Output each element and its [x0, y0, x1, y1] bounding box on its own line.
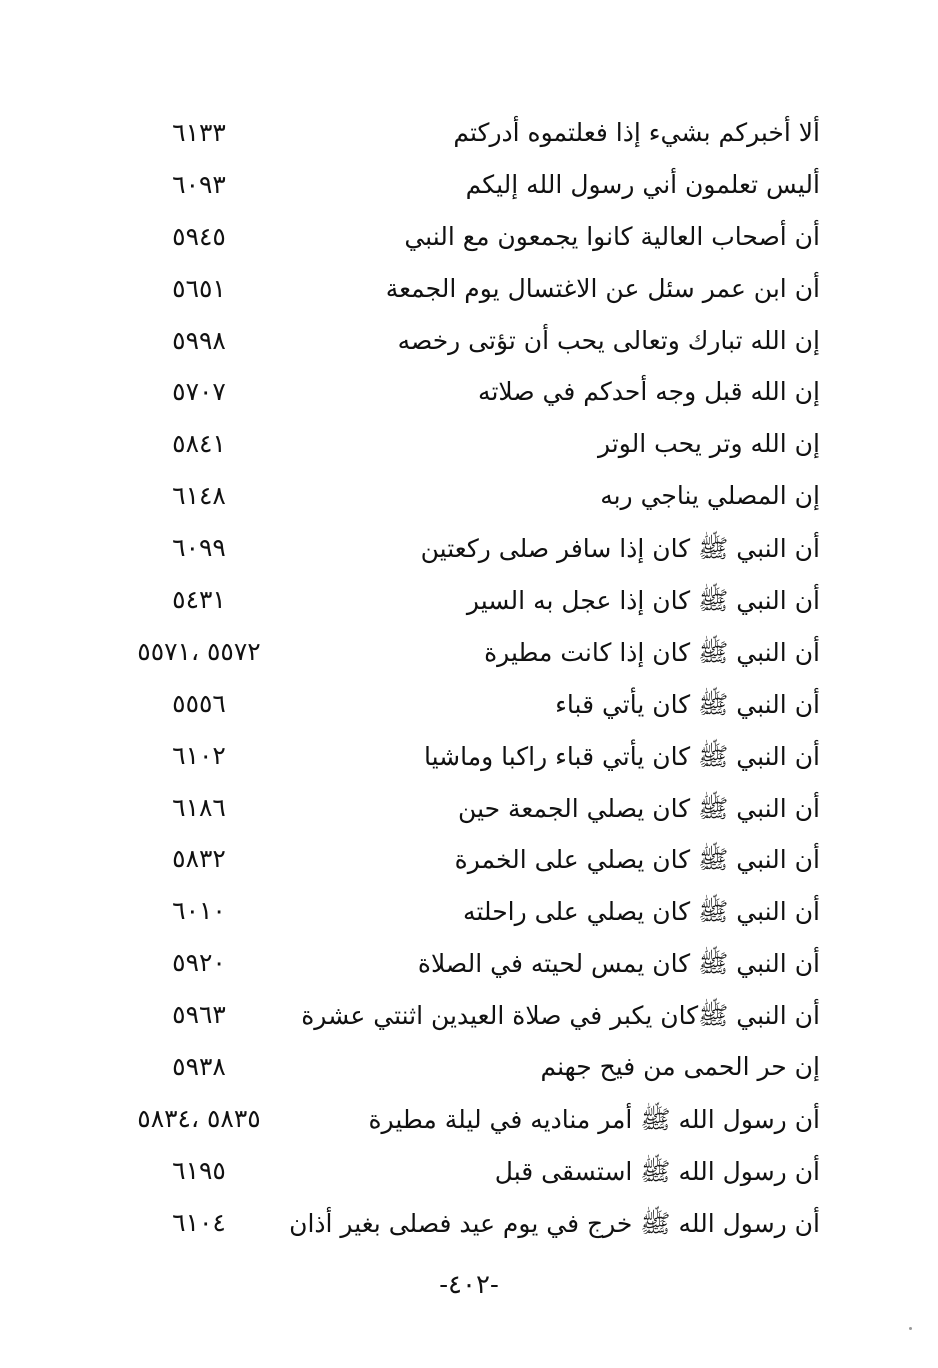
- entry-text: أن أصحاب العالية كانوا يجمعون مع النبي: [404, 221, 820, 251]
- entry-text: أن النبي ﷺ كان يصلي على راحلته: [462, 897, 820, 927]
- index-entry: [0, 266, 938, 318]
- entry-reference: ٥٨٣٢: [172, 844, 226, 874]
- entry-text: أن النبي ﷺ كان إذا عجل به السير: [466, 586, 820, 616]
- index-entry: [0, 110, 938, 162]
- index-entry: [0, 473, 938, 525]
- entry-reference: ٥٩٦٣: [172, 1000, 226, 1030]
- index-entry: [0, 1200, 938, 1252]
- index-entry: [0, 318, 938, 370]
- entry-reference: ٦١٠٤: [172, 1207, 226, 1237]
- index-entry: [0, 733, 938, 785]
- entry-reference: ٦٠١٠: [172, 896, 226, 926]
- index-entry: [0, 992, 938, 1044]
- entry-text: أن النبي ﷺ كان يصلي على الخمرة: [454, 845, 820, 875]
- entry-text: ألا أخبركم بشيء إذا فعلتموه أدركتم: [453, 118, 820, 147]
- entry-reference: ٥٥٧٢ ،٥٥٧١: [137, 636, 261, 666]
- index-entry: [0, 421, 938, 473]
- entry-text: أن ابن عمر سئل عن الاغتسال يوم الجمعة: [385, 273, 820, 303]
- index-entry: [0, 1148, 938, 1200]
- entry-text: أن النبي ﷺ كان يأتي قباء راكبا وماشيا: [423, 741, 820, 771]
- entry-reference: ٥٩٣٨: [172, 1052, 226, 1082]
- index-entry: [0, 577, 938, 629]
- entry-text: أليس تعلمون أني رسول الله إليكم: [465, 169, 820, 199]
- entry-text: إن الله وتر يحب الوتر: [597, 429, 820, 459]
- entry-text: إن المصلي يناجي ربه: [600, 481, 820, 511]
- entry-text: أن رسول الله ﷺ استسقى قبل: [494, 1156, 820, 1186]
- scan-speck: [909, 1327, 912, 1330]
- index-entry: [0, 681, 938, 733]
- index-entry: [0, 940, 938, 992]
- index-entry: [0, 888, 938, 940]
- index-entry: [0, 629, 938, 681]
- entry-reference: ٦٠٩٩: [172, 533, 226, 563]
- entry-reference: ٦١٠٢: [172, 740, 226, 770]
- entry-reference: ٦٠٩٣: [172, 169, 226, 199]
- index-entry: [0, 1044, 938, 1096]
- entry-text: أن رسول الله ﷺ أمر مناديه في ليلة مطيرة: [368, 1104, 820, 1134]
- entry-text: أن النبي ﷺ كان يصلي الجمعة حين: [458, 793, 820, 823]
- entry-text: أن النبي ﷺكان يكبر في صلاة العيدين اثنتي عشرة: [301, 1001, 820, 1031]
- entry-reference: ٦١٩٥: [172, 1155, 226, 1185]
- entry-reference: ٦١٨٦: [172, 792, 226, 822]
- index-entry: [0, 836, 938, 888]
- index-entry: [0, 369, 938, 421]
- index-entry: [0, 1096, 938, 1148]
- entry-text: أن النبي ﷺ كان يأتي قباء: [555, 689, 820, 719]
- index-entry: [0, 214, 938, 266]
- entry-text: إن حر الحمى من فيح جهنم: [540, 1052, 820, 1082]
- index-entry: [0, 525, 938, 577]
- index-entry: [0, 162, 938, 214]
- entry-reference: ٦١٣٣: [172, 118, 226, 147]
- entry-reference: ٥٨٤١: [172, 429, 226, 459]
- entry-reference: ٥٥٥٦: [172, 688, 226, 718]
- entry-text: إن الله قبل وجه أحدكم في صلاته: [478, 377, 820, 407]
- entry-text: أن النبي ﷺ كان يمس لحيته في الصلاة: [417, 949, 820, 979]
- entry-text: إن الله تبارك وتعالى يحب أن تؤتى رخصه: [397, 325, 820, 355]
- entry-reference: ٥٤٣١: [172, 585, 226, 615]
- entry-reference: ٥٦٥١: [172, 273, 226, 303]
- entry-reference: ٥٩٢٠: [172, 948, 226, 978]
- entry-reference: ٦١٤٨: [172, 481, 226, 511]
- entry-reference: ٥٨٣٥ ،٥٨٣٤: [137, 1103, 261, 1133]
- entry-text: أن النبي ﷺ كان إذا سافر صلى ركعتين: [420, 534, 820, 564]
- page-number: -٤٠٢-: [439, 1270, 499, 1300]
- index-entries: [0, 110, 938, 1252]
- entry-reference: ٥٩٤٥: [172, 221, 226, 251]
- entry-text: أن رسول الله ﷺ خرج في يوم عيد فصلى بغير أذان: [289, 1208, 820, 1238]
- entry-reference: ٥٩٩٨: [172, 325, 226, 355]
- entry-text: أن النبي ﷺ كان إذا كانت مطيرة: [484, 637, 820, 667]
- index-entry: [0, 785, 938, 837]
- entry-reference: ٥٧٠٧: [172, 377, 226, 407]
